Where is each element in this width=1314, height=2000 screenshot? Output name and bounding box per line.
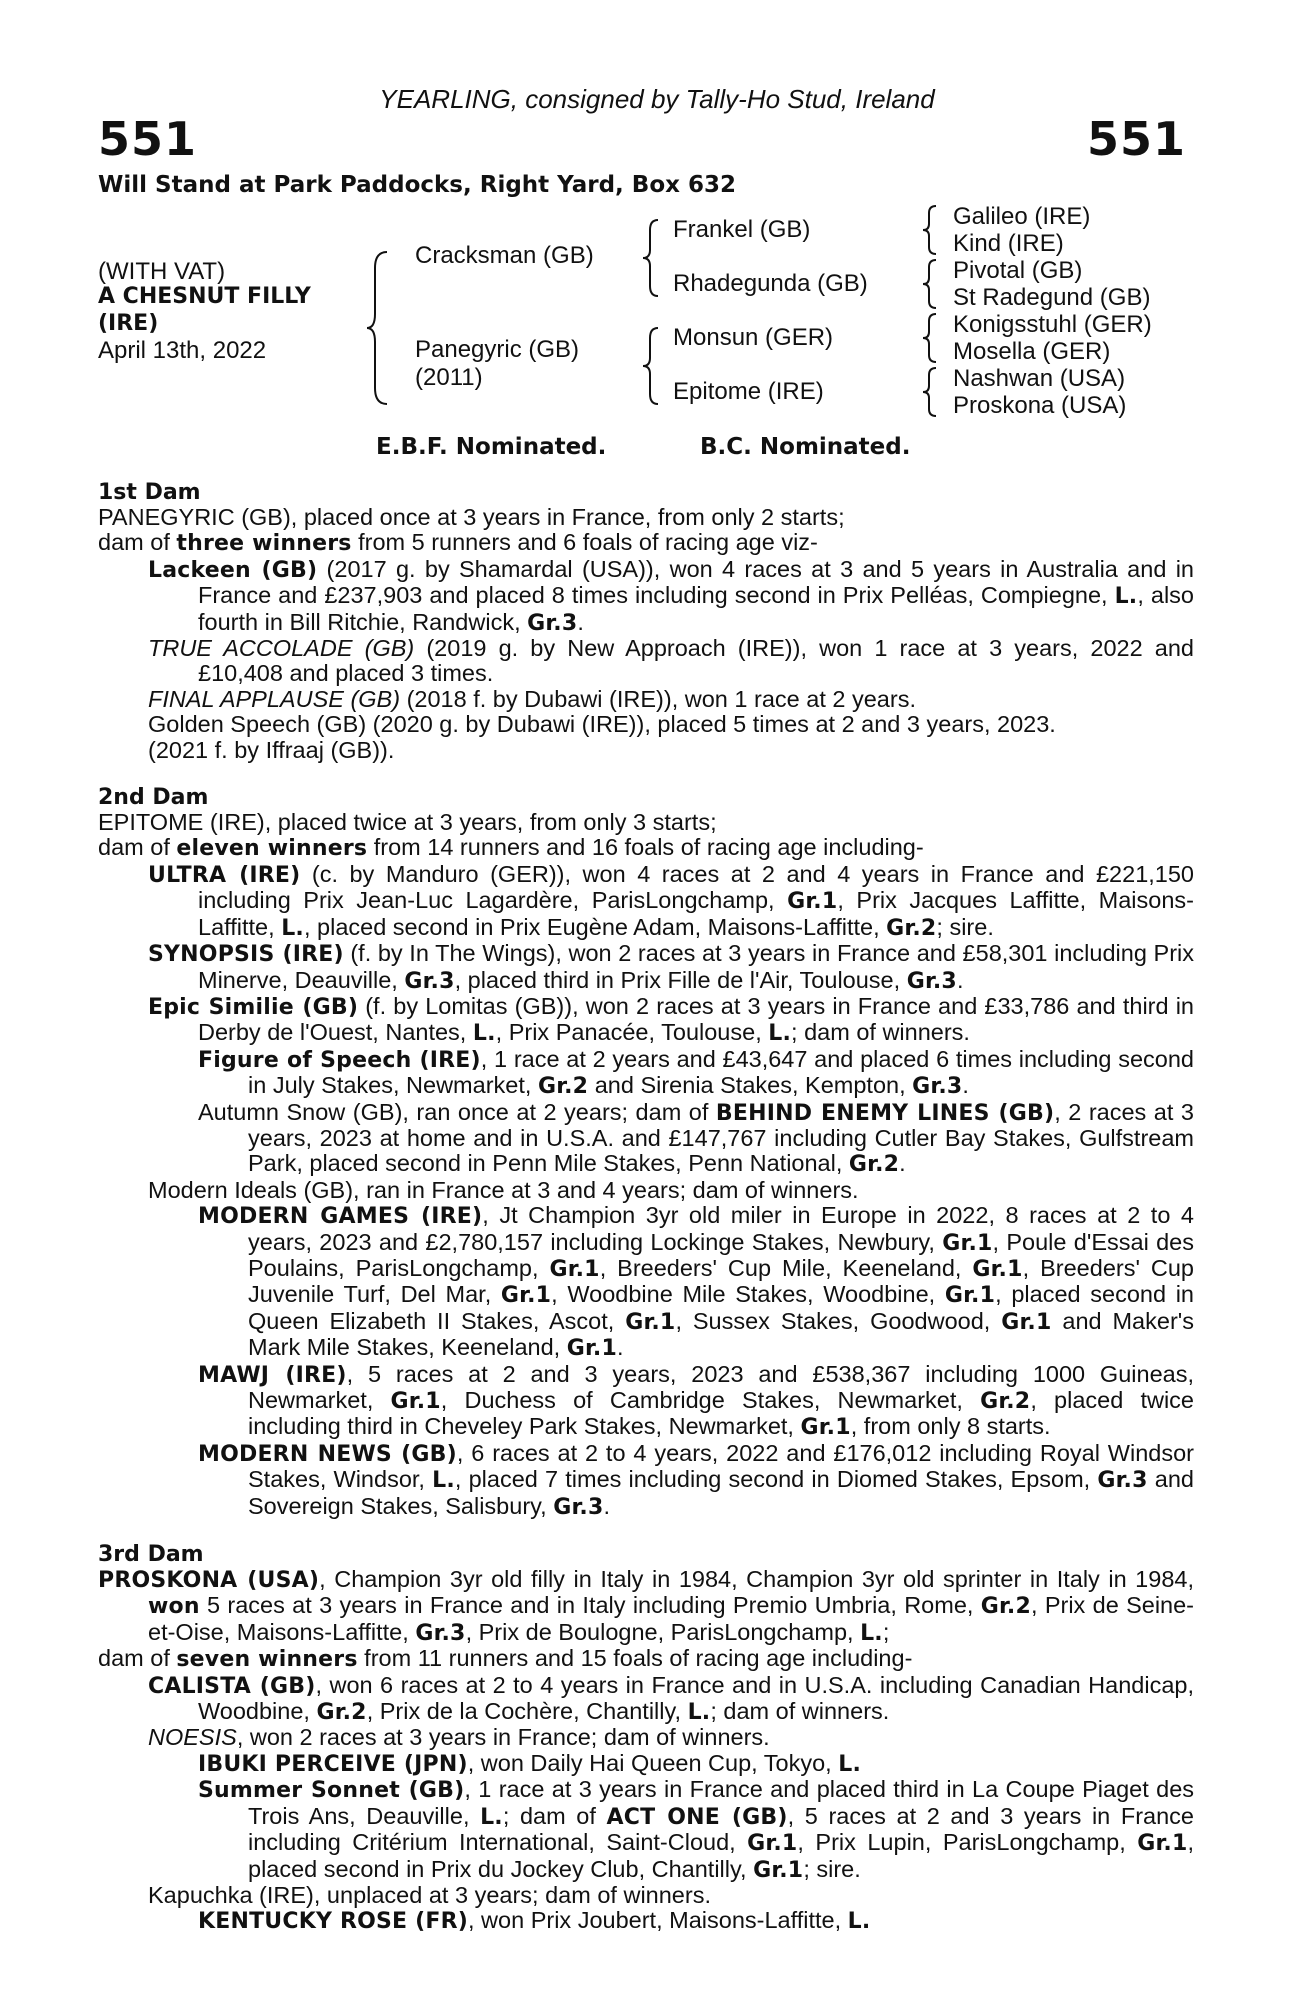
g3-nashwan: Nashwan (USA) [953,365,1126,392]
second-dam-produce: dam of eleven winners from 14 runners and 16 foals of racing age including- [98,834,924,862]
filly-title-country: (IRE) [98,311,159,336]
third-dam-heading: 3rd Dam [98,1542,204,1568]
bc-nomination: B.C. Nominated. [700,434,911,460]
dam-dam-name: Epitome (IRE) [673,378,824,405]
g3-konigsstuhl: Konigsstuhl (GER) [953,311,1152,338]
pedigree-bracket-g3-1 [920,203,942,257]
list-item: MAWJ (IRE), 5 races at 2 and 3 years, 2023 and £538,367 including 1000 Guineas, Newmarket, Gr.1, Duchess of Cambridge Stakes, Newmarket, Gr.2, placed twice including third in Cheveley Park Stakes, Newmarket, Gr.1, from only 8 starts. [198,1360,1194,1441]
list-item: KENTUCKY ROSE (FR), won Prix Joubert, Maisons-Laffitte, L. [198,1907,871,1935]
list-item: Summer Sonnet (GB), 1 race at 3 years in France and placed third in La Coupe Piaget des Trois Ans, Deauville, L.; dam of ACT ONE (GB), 5 races at 2 and 3 years in France including Critérium International, Saint-Cloud, Gr.1, Prix Lupin, ParisLongchamp, Gr.1, placed second in Prix du Jockey Club, Chantilly, Gr.1; sire. [198,1776,1195,1883]
g3-pivotal: Pivotal (GB) [953,257,1083,284]
pedigree-bracket-sire [640,216,664,300]
sire-dam-name: Rhadegunda (GB) [673,270,868,297]
list-item: Lackeen (GB) (2017 g. by Shamardal (USA)), won 4 races at 3 and 5 years in Australia and in France and £237,903 and placed 8 times including second in Prix Pelléas, Compiegne, L., also fourth in Bill Ritchie, Randwick, Gr.3. [148,555,1194,636]
list-item: Epic Similie (GB) (f. by Lomitas (GB)), won 2 races at 3 years in France and £33,786 and third in Derby de l'Ouest, Nantes, L., Prix Panacée, Toulouse, L.; dam of winners. [148,992,1194,1047]
list-item: TRUE ACCOLADE (GB) (2019 g. by New Approach (IRE)), won 1 race at 3 years, 2022 and £10,408 and placed 3 times. [148,635,1194,687]
list-item: ULTRA (IRE) (c. by Manduro (GER)), won 4 races at 2 and 4 years in France and £221,150 including Prix Jean-Luc Lagardère, ParisLongchamp, Gr.1, Prix Jacques Laffitte, Maisons-Laffitte, L., placed second in Prix Eugène Adam, Maisons-Laffitte, Gr.2; sire. [148,860,1195,941]
catalogue-body [98,480,1194,1935]
first-dam-produce: dam of three winners from 5 runners and 6 foals of racing age viz- [98,529,818,557]
lot-number-right: 551 [1086,112,1186,166]
consignor-line: YEARLING, consigned by Tally-Ho Stud, Ireland [379,84,935,114]
list-item: Autumn Snow (GB), ran once at 2 years; dam of BEHIND ENEMY LINES (GB), 2 races at 3 years, 2023 at home and in U.S.A. and £147,767 including Cutler Bay Stakes, Gulfstream Park, placed second in Penn Mile Stakes, Penn National, Gr.2. [198,1098,1194,1178]
list-item: Kapuchka (IRE), unplaced at 3 years; dam of winners. [148,1881,711,1908]
first-dam-summary: PANEGYRIC (GB), placed once at 3 years in France, from only 2 starts; [98,504,845,530]
pedigree-bracket-g3-4 [920,365,942,419]
pedigree-bracket-g3-3 [920,311,942,365]
stand-location: Will Stand at Park Paddocks, Right Yard, Box 632 [98,172,736,198]
list-item: NOESIS, won 2 races at 3 years in France; dam of winners. [148,1724,770,1751]
dam-name: Panegyric (GB) [415,336,580,363]
third-dam-produce: dam of seven winners from 11 runners and 15 foals of racing age including- [98,1645,913,1673]
ebf-nomination: E.B.F. Nominated. [376,434,607,460]
first-dam-heading: 1st Dam [98,480,201,505]
list-item: MODERN NEWS (GB), 6 races at 2 to 4 years, 2022 and £176,012 including Royal Windsor Stakes, Windsor, L., placed 7 times including second in Diomed Stakes, Epsom, Gr.3 and Sovereign Stakes, Salisbury, Gr.3. [198,1439,1194,1520]
list-item: IBUKI PERCEIVE (JPN), won Daily Hai Queen Cup, Tokyo, L. [198,1749,862,1777]
list-item: Figure of Speech (IRE), 1 race at 2 years and £43,647 and placed 6 times including second in July Stakes, Newmarket, Gr.2 and Sirenia Stakes, Kempton, Gr.3. [198,1045,1194,1100]
second-dam-summary: EPITOME (IRE), placed twice at 3 years, from only 3 starts; [98,809,717,836]
third-dam-summary: PROSKONA (USA), Champion 3yr old filly in Italy in 1984, Champion 3yr old sprinter in Italy in 1984, won 5 races at 3 years in France and in Italy including Premio Umbria, Rome, Gr.2, Prix de Seine-et-Oise, Maisons-Laffitte, Gr.3, Prix de Boulogne, ParisLongchamp, L.; [98,1566,1195,1646]
g3-galileo: Galileo (IRE) [953,203,1091,230]
pedigree-bracket-dam [640,324,664,408]
lot-number-left: 551 [98,112,198,166]
pedigree-bracket-main [365,248,395,408]
g3-proskona: Proskona (USA) [953,392,1127,419]
vat-label: (WITH VAT) [98,258,226,285]
dam-sire-name: Monsun (GER) [673,324,834,351]
list-item: MODERN GAMES (IRE), Jt Champion 3yr old miler in Europe in 2022, 8 races at 2 to 4 years, 2023 and £2,780,157 including Lockinge Stakes, Newbury, Gr.1, Poule d'Essai des Poulains, ParisLongchamp, Gr.1, Breeders' Cup Mile, Keeneland, Gr.1, Breeders' Cup Juvenile Turf, Del Mar, Gr.1, Woodbine Mile Stakes, Woodbine, Gr.1, placed second in Queen Elizabeth II Stakes, Ascot, Gr.1, Sussex Stakes, Goodwood, Gr.1 and Maker's Mark Mile Stakes, Keeneland, Gr.1. [198,1202,1195,1362]
sire-name: Cracksman (GB) [415,242,594,269]
g3-kind: Kind (IRE) [953,230,1064,257]
sire-sire-name: Frankel (GB) [673,216,811,243]
g3-st-radegund: St Radegund (GB) [953,284,1151,311]
list-item: SYNOPSIS (IRE) (f. by In The Wings), won 2 races at 3 years in France and £58,301 including Prix Minerve, Deauville, Gr.3, placed third in Prix Fille de l'Air, Toulouse, Gr.3. [148,940,1194,994]
list-item: (2021 f. by Iffraaj (GB)). [148,736,395,763]
list-item: Modern Ideals (GB), ran in France at 3 and 4 years; dam of winners. [148,1176,859,1203]
filly-title: A CHESNUT FILLY [98,284,311,309]
g3-mosella: Mosella (GER) [953,338,1111,365]
pedigree-bracket-g3-2 [920,257,942,311]
dam-year: (2011) [415,364,483,391]
foaling-date: April 13th, 2022 [98,337,267,364]
list-item: Golden Speech (GB) (2020 g. by Dubawi (IRE)), placed 5 times at 2 and 3 years, 2023. [148,711,1056,738]
second-dam-heading: 2nd Dam [98,785,209,811]
list-item: CALISTA (GB), won 6 races at 2 to 4 years in France and in U.S.A. including Canadian Handicap, Woodbine, Gr.2, Prix de la Cochère, Chantilly, L.; dam of winners. [148,1671,1194,1726]
list-item: FINAL APPLAUSE (GB) (2018 f. by Dubawi (IRE)), won 1 race at 2 years. [148,685,916,712]
